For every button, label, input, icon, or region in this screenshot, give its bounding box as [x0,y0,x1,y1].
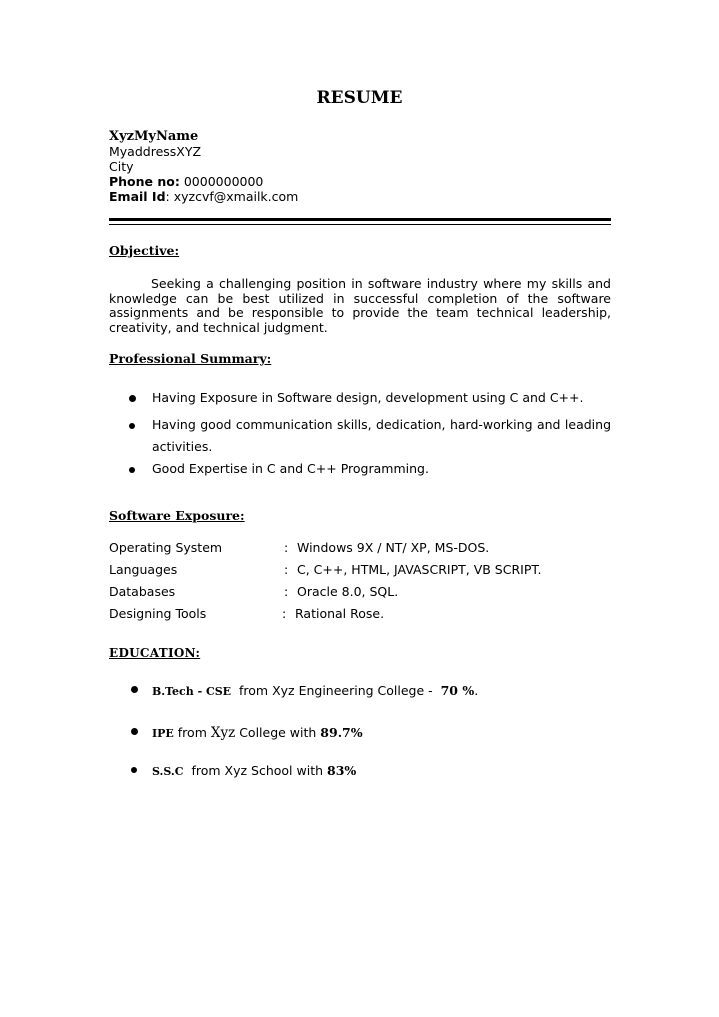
education-item-text [152,763,356,778]
trailing-punct: . [474,683,479,698]
objective-heading: Objective: [109,243,180,258]
summary-item-text: Having good communication skills, dedication, hard-working and leading activities. [152,417,611,454]
score-value: 89.7% [320,725,363,740]
professional-summary-heading: Professional Summary: [109,351,272,366]
bullet-icon [129,395,136,402]
contact-block [109,129,298,204]
bullet-icon [129,467,135,473]
email-line [109,189,298,204]
row-value: C, C++, HTML, JAVASCRIPT, VB SCRIPT. [297,562,542,577]
phone-label: Phone no: [109,174,180,189]
institution-text: College with [235,725,321,740]
software-exposure-heading: Software Exposure: [109,508,245,523]
degree-label: S.S.C [152,765,184,778]
header-divider-thin [109,224,611,225]
address-line: MyaddressXYZ [109,144,202,159]
row-separator: : [284,540,289,555]
row-separator: : [282,606,287,621]
candidate-name: XyzMyName [109,129,199,144]
bullet-icon [131,686,138,693]
institution-text: from Xyz School with [183,763,328,778]
document-title: RESUME [316,88,403,108]
phone-line [109,174,298,189]
summary-item-text: Having Exposure in Software design, development using C and C++. [152,390,584,405]
row-key: Databases [109,584,176,599]
city-line: City [109,159,134,174]
row-value: Rational Rose. [295,606,385,621]
row-value: Oracle 8.0, SQL. [297,584,399,599]
objective-body: Seeking a challenging position in software industry where my skills and knowledge can be best utilized in successful completion of the software assignments and be responsible to provide the team technical leadership, creativity, and technical judgment. [109,276,611,335]
email-value: : xyzcvf@xmailk.com [165,189,299,204]
row-key: Languages [109,562,178,577]
education-heading: EDUCATION: [109,646,201,660]
education-item-text [152,725,363,741]
bullet-icon [131,728,138,735]
objective-text [109,277,611,335]
education-item-text [152,683,478,698]
institution-name: Xyz [210,725,236,741]
score-value: 83% [327,763,357,778]
score-value: 70 % [440,683,475,698]
summary-item-text: Good Expertise in C and C++ Programming. [152,461,429,476]
row-key: Operating System [109,540,223,555]
bullet-icon [129,423,135,429]
phone-value: 0000000000 [183,174,264,189]
row-value: Windows 9X / NT/ XP, MS-DOS. [297,540,490,555]
row-separator: : [284,584,289,599]
row-key: Designing Tools [109,606,207,621]
degree-label: IPE [152,727,174,740]
institution-text: from Xyz Engineering College - [231,683,441,698]
email-label: Email Id [109,189,166,204]
degree-label: B.Tech - CSE [152,685,232,698]
header-divider-thick [109,218,611,221]
row-separator: : [284,562,289,577]
bullet-icon [131,767,137,773]
institution-text: from [173,725,211,740]
